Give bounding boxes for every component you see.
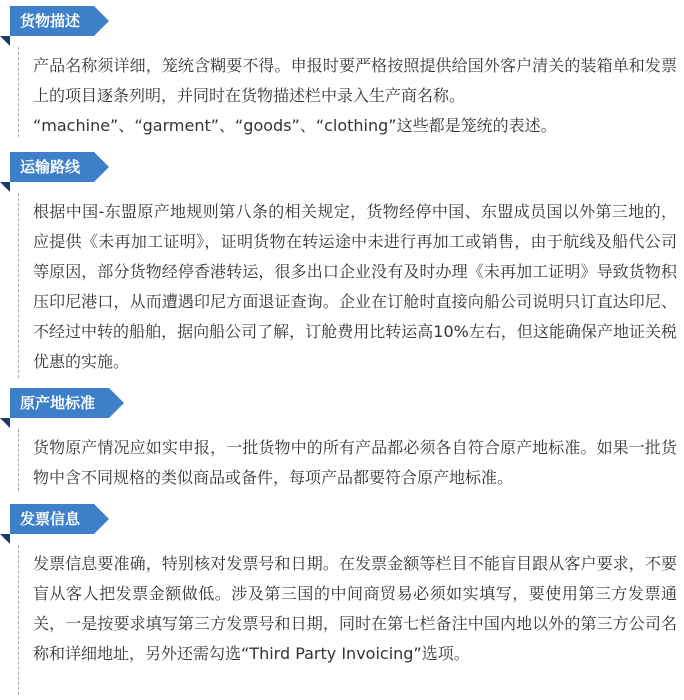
section-divider-line [18,47,19,137]
paragraph: 货物原产情况应如实申报，一批货物中的所有产品都必须各自符合原产地标准。如果一批货物中含不同规格的类似商品或备件，每项产品都要符合原产地标准。 [33,438,677,487]
section-title: 发票信息 [10,504,94,534]
section-body [33,197,677,377]
section-title: 原产地标准 [10,388,109,418]
paragraph: 根据中国-东盟原产地规则第八条的相关规定，货物经停中国、东盟成员国以外第三地的，应提供《未再加工证明》，证明货物在转运途中未进行再加工或销售，由于航线及船代公司等原因，部分货物经停香港转运，很多出口企业没有及时办理《未再加工证明》导致货物积压印尼港口，从而遭遇印尼方面退证查询。企业在订舱时直接向船公司说明只订直达印尼、不经过中转的船舶，据向船公司了解，订舱费用比转运高10%左右，但这能确保产地证关税优惠的实施。 [33,202,677,371]
label-fold-decoration [0,418,10,428]
section-header [10,6,94,36]
paragraph: “machine”、“garment”、“goods”、“clothing”这些都是笼统的表述。 [33,116,557,135]
label-fold-decoration [0,36,10,46]
section-divider-line [18,545,19,695]
label-fold-decoration [0,182,10,192]
section-divider-line [18,193,19,378]
section-body [33,433,677,493]
label-fold-decoration [0,534,10,544]
section-body [33,51,677,141]
section-header [10,388,109,418]
section-header [10,504,94,534]
section-title: 运输路线 [10,152,94,182]
section-title: 货物描述 [10,6,94,36]
section-header [10,152,94,182]
section-divider-line [18,429,19,491]
paragraph: 产品名称须详细，笼统含糊要不得。申报时要严格按照提供给国外客户清关的装箱单和发票上的项目逐条列明，并同时在货物描述栏中录入生产商名称。 [33,56,677,105]
section-body [33,549,677,669]
paragraph: 发票信息要准确，特别核对发票号和日期。在发票金额等栏目不能盲目跟从客户要求，不要盲从客人把发票金额做低。涉及第三国的中间商贸易必须如实填写，要使用第三方发票通关，一是按要求填写第三方发票号和日期，同时在第七栏备注中国内地以外的第三方公司名称和详细地址，另外还需勾选“Third Party Invoicing”选项。 [33,554,677,663]
